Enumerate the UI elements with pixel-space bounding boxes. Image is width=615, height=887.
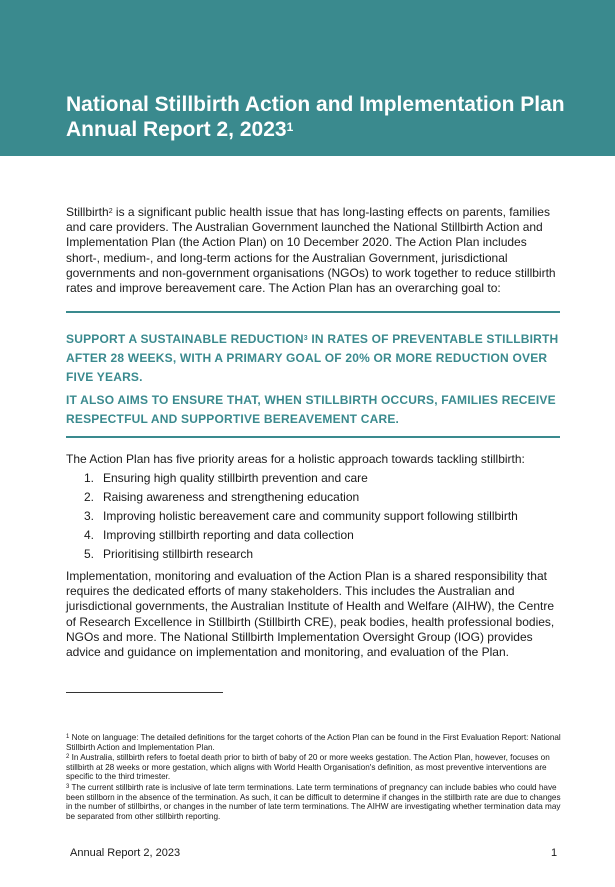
footnote-2: $^2$ In Australia, stillbirth refers to foetal death prior to birth of baby of 20 or more weeks gestation. The Action Plan, however, focuses on stillbirth at 28 weeks or more gestation, which aligns with World Health Organisation's definition, as most preventive interventions are specific to the third trimester. [66, 753, 550, 782]
implementation-paragraph: Implementation, monitoring and evaluation of the Action Plan is a shared responsibility that requires the dedicated efforts of many stakeholders. This includes the Australian and jurisdictional governments, the Australian Institute of Health and Welfare (AIHW), the Centre of Research Excellence in Stillbirth (Stillbirth CRE), peak bodies, health professional bodies, NGOs and more. The National Stillbirth Implementation Oversight Group (IOG) provides advice and guidance on implementation and monitoring, and evaluation of the Plan. [66, 569, 555, 660]
list-item: 5. Prioritising stillbirth research [84, 547, 254, 561]
footnote-ref-3[interactable]: 3 [303, 335, 308, 342]
callout-bottom-rule [66, 436, 560, 438]
intro-paragraph: Stillbirth$^2$ is a significant public health issue that has long-lasting effects on parents, families and care providers. The Australian Government launched the National Stillbirth Action and Implementation Plan (the Action Plan) on 10 December 2020. The Action Plan includes short-, medium-, and long-term actions for the Australian Government, jurisdictional governments and non-government organisations (NGOs) to work together to reduce stillbirth rates and improve bereavement care. The Action Plan has an overarching goal to: [66, 205, 556, 296]
list-item: 1. Ensuring high quality stillbirth prevention and care [84, 471, 368, 485]
page-number: 1 [551, 847, 558, 859]
page-title: National Stillbirth Action and Implementation Plan Annual Report 2, 2023$^1$ [66, 93, 565, 141]
callout-top-rule [66, 311, 560, 313]
callout-goal: SUPPORT A SUSTAINABLE REDUCTION$^3$ IN RATES OF PREVENTABLE STILLBIRTH AFTER 28 WEEKS, WITH A PRIMARY GOAL OF 20% OR MORE REDUCTION OVER FIVE YEARS. [66, 332, 559, 384]
list-item: 3. Improving holistic bereavement care and community support following stillbirth [84, 509, 518, 523]
list-item: 4. Improving stillbirth reporting and data collection [84, 528, 354, 542]
footnote-separator [66, 692, 223, 693]
priority-list [66, 469, 560, 564]
footnote-ref-1[interactable]: 1 [286, 120, 294, 134]
footnote-3: $^3$ The current stillbirth rate is inclusive of late term terminations. Late term terminations of pregnancy can include babies who could have been stillborn in the absence of the termination. As such, it can be difficult to determine if changes in the stillbirth rate are due to changes in the number of stillbirths, or changes in the number of late term terminations. The AIHW are investigating whether termination data may be separated from other stillbirth reporting. [66, 783, 561, 821]
list-item: 2. Raising awareness and strengthening education [84, 490, 360, 504]
priorities-intro: The Action Plan has five priority areas for a holistic approach towards tackling stillbirth: [66, 452, 525, 466]
callout-aim: IT ALSO AIMS TO ENSURE THAT, WHEN STILLBIRTH OCCURS, FAMILIES RECEIVE RESPECTFUL AND SUPPORTIVE BEREAVEMENT CARE. [66, 393, 556, 426]
footer-title: Annual Report 2, 2023 [70, 847, 181, 859]
footnote-1: $^1$ Note on language: The detailed definitions for the target cohorts of the Action Plan can be found in the First Evaluation Report: National Stillbirth Action and Implementation Plan. [66, 733, 561, 752]
footnote-ref-2[interactable]: 2 [108, 208, 113, 215]
